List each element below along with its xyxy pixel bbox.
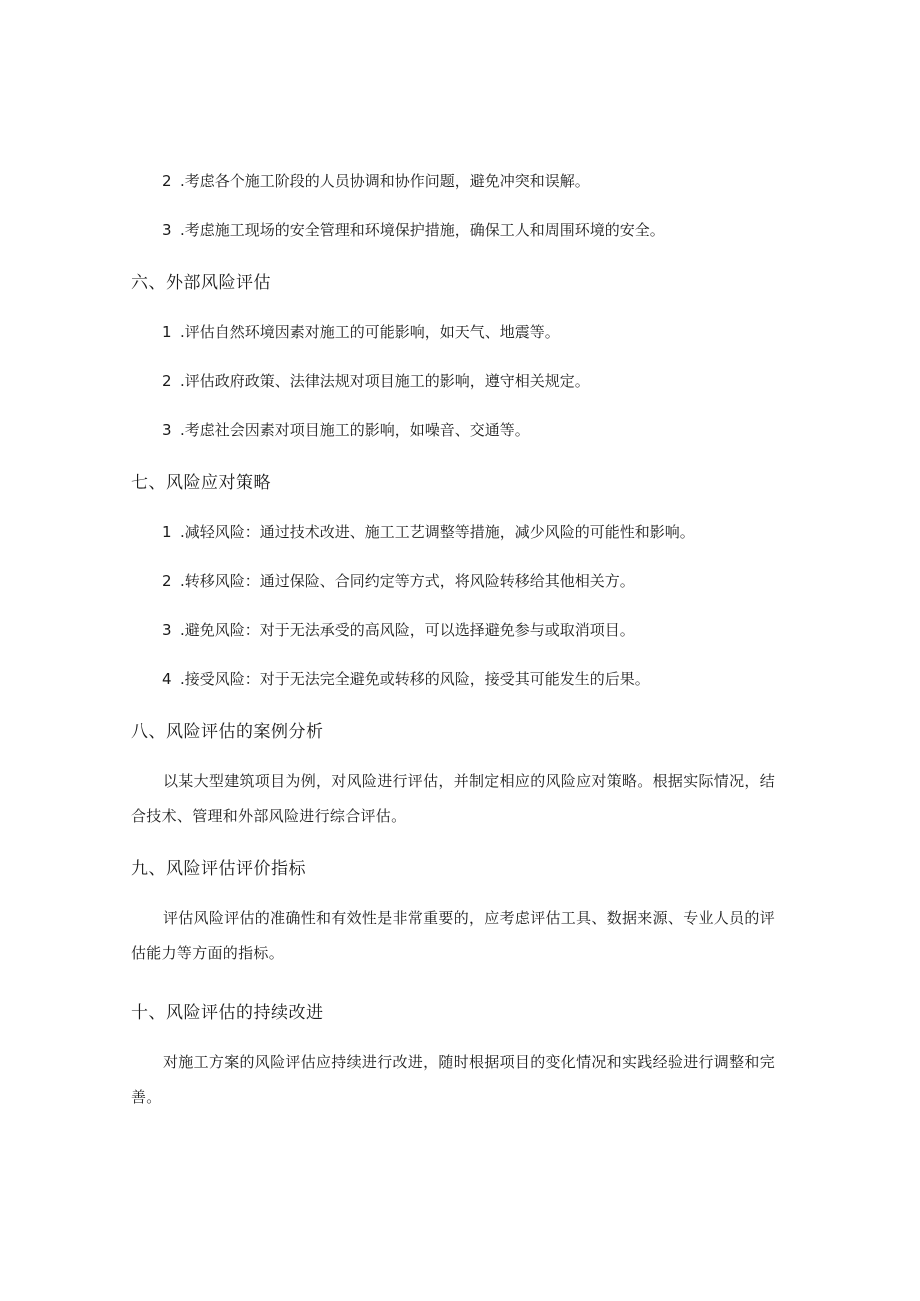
list-item-text: .转移风险：通过保险、合同约定等方式，将风险转移给其他相关方。 [180, 572, 635, 590]
list-item [162, 522, 695, 542]
section-paragraph: 评估风险评估的准确性和有效性是非常重要的，应考虑评估工具、数据来源、专业人员的评估能力等方面的指标。 [131, 909, 776, 962]
list-item-number: 1 [162, 523, 172, 541]
section-heading-external-risk: 六、外部风险评估 [131, 273, 271, 293]
section-heading-risk-response: 七、风险应对策略 [131, 473, 271, 493]
list-item-number: 3 [162, 621, 172, 639]
list-item-number: 3 [162, 421, 172, 439]
list-item-text: .评估政府政策、法律法规对项目施工的影响，遵守相关规定。 [180, 372, 590, 390]
list-item-number: 1 [162, 323, 172, 341]
list-item-text: .评估自然环境因素对施工的可能影响，如天气、地震等。 [180, 323, 560, 341]
list-item-text: .考虑社会因素对项目施工的影响，如噪音、交通等。 [180, 421, 530, 439]
list-item-text: .避免风险：对于无法承受的高风险，可以选择避免参与或取消项目。 [180, 621, 635, 639]
section-paragraph: 以某大型建筑项目为例，对风险进行评估，并制定相应的风险应对策略。根据实际情况，结合技术、管理和外部风险进行综合评估。 [131, 772, 776, 825]
list-item-text: .考虑施工现场的安全管理和环境保护措施，确保工人和周围环境的安全。 [180, 221, 665, 239]
list-item-number: 2 [162, 572, 172, 590]
list-item-number: 4 [162, 670, 172, 688]
list-item [162, 322, 560, 342]
list-item-number: 2 [162, 372, 172, 390]
list-item [162, 571, 635, 591]
section-heading-evaluation-indicators: 九、风险评估评价指标 [131, 859, 306, 879]
list-item [162, 371, 590, 391]
section-paragraph: 对施工方案的风险评估应持续进行改进，随时根据项目的变化情况和实践经验进行调整和完善。 [131, 1053, 776, 1106]
list-item-number: 3 [162, 221, 172, 239]
list-item [162, 669, 650, 689]
list-item [162, 171, 590, 191]
list-item-text: .考虑各个施工阶段的人员协调和协作问题，避免冲突和误解。 [180, 172, 590, 190]
section-heading-continuous-improvement: 十、风险评估的持续改进 [131, 1003, 324, 1023]
list-item [162, 220, 665, 240]
list-item-text: .接受风险：对于无法完全避免或转移的风险，接受其可能发生的后果。 [180, 670, 650, 688]
list-item [162, 420, 530, 440]
list-item [162, 620, 635, 640]
section-heading-case-analysis: 八、风险评估的案例分析 [131, 722, 324, 742]
list-item-number: 2 [162, 172, 172, 190]
list-item-text: .减轻风险：通过技术改进、施工工艺调整等措施，减少风险的可能性和影响。 [180, 523, 695, 541]
